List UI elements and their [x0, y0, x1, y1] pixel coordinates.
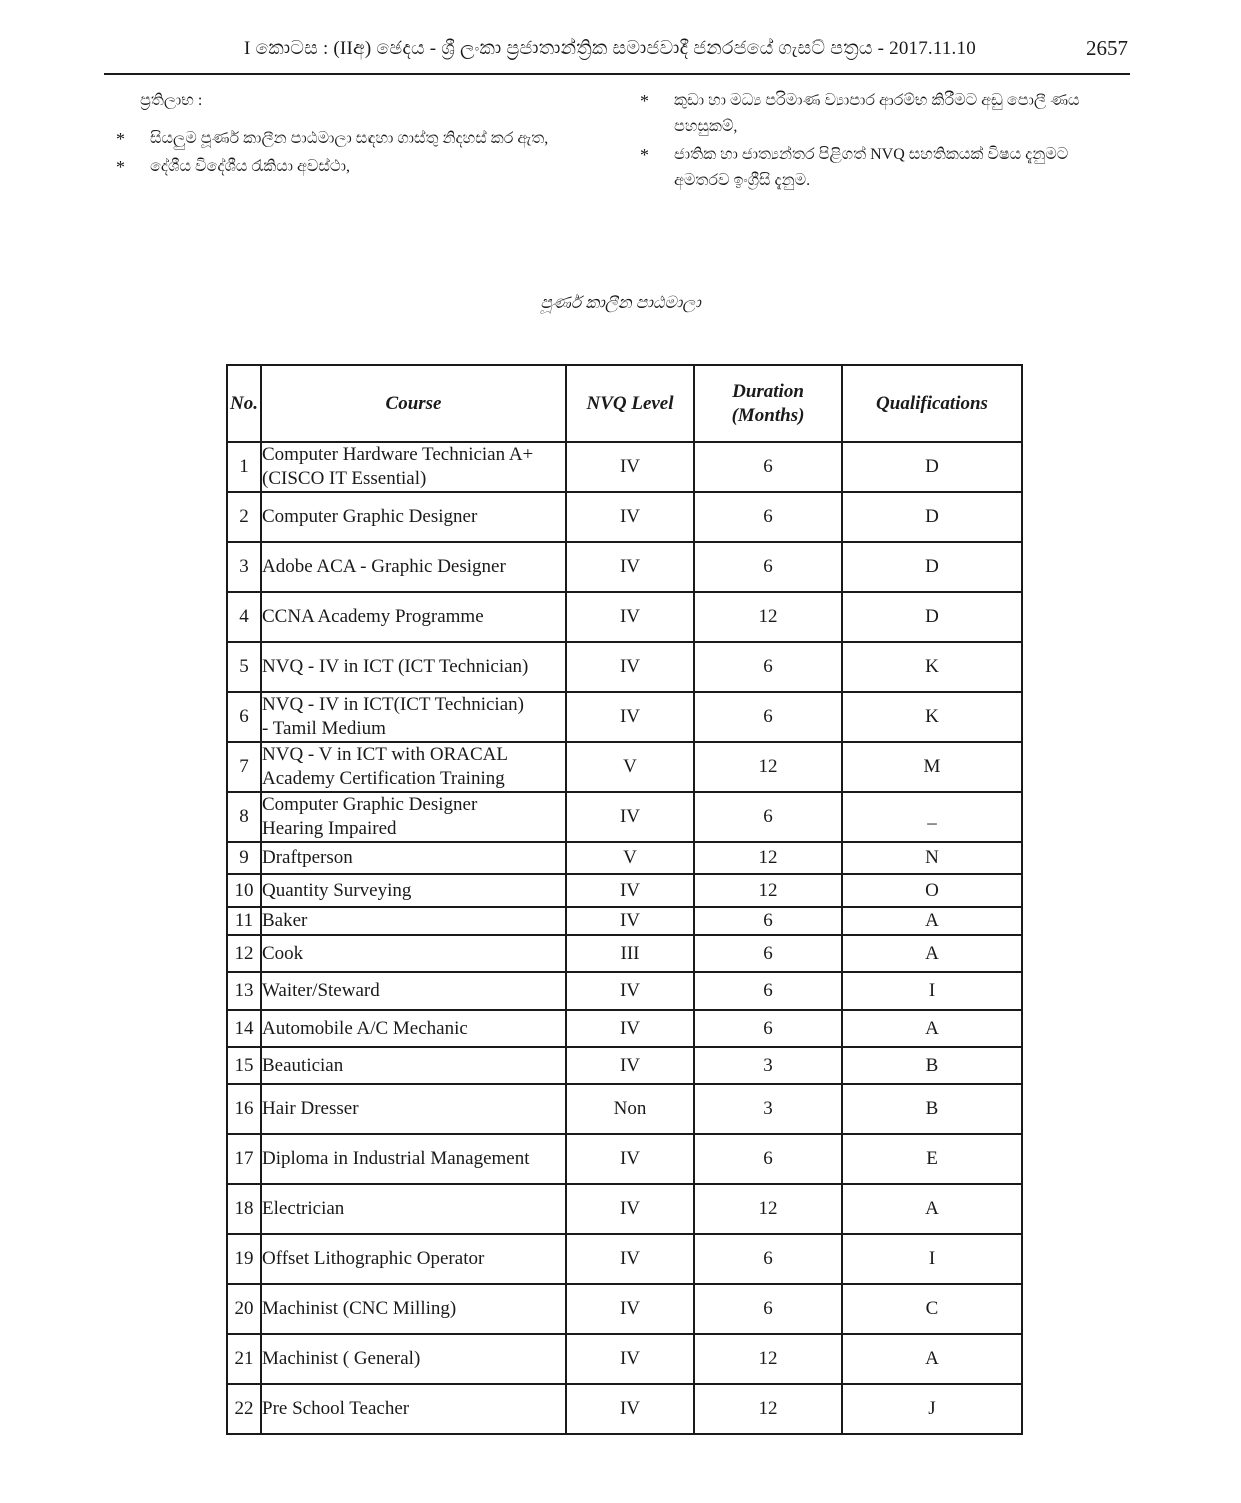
course-name-line: Draftperson — [262, 847, 353, 868]
course-name — [261, 1234, 566, 1284]
course-name — [261, 935, 566, 972]
table-row — [227, 972, 1022, 1010]
qualification-code: B — [842, 1047, 1022, 1084]
course-name — [261, 442, 566, 492]
course-name — [261, 1047, 566, 1084]
duration-months: 6 — [694, 907, 842, 935]
benefit-text: කුඩා හා මධ්‍ය පරිමාණ ව්‍යාපාර ආරම්භ කිරීමට අඩු පොලී ණය පහසුකම්, — [674, 92, 1080, 135]
column-header-course: Course — [261, 365, 566, 442]
qualification-code: A — [842, 1010, 1022, 1047]
benefits-left-column — [116, 88, 616, 182]
nvq-level: IV — [566, 1010, 694, 1047]
nvq-level: IV — [566, 592, 694, 642]
qualification-code: B — [842, 1084, 1022, 1134]
course-name — [261, 542, 566, 592]
row-number: 4 — [227, 592, 261, 642]
row-number: 18 — [227, 1184, 261, 1234]
table-row — [227, 874, 1022, 907]
table-row — [227, 442, 1022, 492]
duration-months: 6 — [694, 642, 842, 692]
duration-months: 6 — [694, 1134, 842, 1184]
course-name — [261, 1284, 566, 1334]
column-header-duration — [694, 365, 842, 442]
course-name-line: Computer Graphic Designer — [262, 506, 478, 527]
course-name-line: Offset Lithographic Operator — [262, 1248, 485, 1269]
bullet-star-icon: * — [116, 157, 125, 177]
course-name-line: Computer Hardware Technician A+ — [262, 444, 534, 465]
duration-months: 3 — [694, 1047, 842, 1084]
table-row — [227, 1184, 1022, 1234]
nvq-level: IV — [566, 1334, 694, 1384]
course-name-line: Quantity Surveying — [262, 879, 412, 901]
table-row — [227, 1084, 1022, 1134]
course-name-line: (CISCO IT Essential) — [262, 468, 427, 489]
qualification-code: A — [842, 907, 1022, 935]
course-name-line: Machinist (CNC Milling) — [262, 1298, 457, 1319]
table-row — [227, 592, 1022, 642]
nvq-level: IV — [566, 1134, 694, 1184]
course-name-line: Automobile A/C Mechanic — [262, 1017, 468, 1039]
duration-months: 12 — [694, 1184, 842, 1234]
row-number: 7 — [227, 742, 261, 792]
qualification-code: J — [842, 1384, 1022, 1434]
course-name — [261, 1184, 566, 1234]
course-name-line: Diploma in Industrial Management — [262, 1148, 530, 1169]
course-name-line: Hearing Impaired — [262, 818, 397, 839]
table-row — [227, 1334, 1022, 1384]
qualification-code: D — [842, 492, 1022, 542]
qualification-code: O — [842, 874, 1022, 907]
nvq-level: IV — [566, 492, 694, 542]
table-row — [227, 492, 1022, 542]
course-name-line: Academy Certification Training — [262, 768, 505, 789]
course-name-line: Pre School Teacher — [262, 1398, 410, 1419]
table-row — [227, 542, 1022, 592]
table-row — [227, 1234, 1022, 1284]
row-number: 12 — [227, 935, 261, 972]
course-name — [261, 1010, 566, 1047]
page-number: 2657 — [1086, 36, 1128, 60]
table-row — [227, 792, 1022, 842]
row-number: 19 — [227, 1234, 261, 1284]
nvq-level: IV — [566, 972, 694, 1010]
benefit-text: සියලුම පූර්ණ කාලීන පාඨමාලා සඳහා ගාස්තු නිදහස් කර ඇත, — [150, 130, 549, 147]
duration-months: 6 — [694, 1234, 842, 1284]
row-number: 8 — [227, 792, 261, 842]
table-row — [227, 692, 1022, 742]
qualification-code: I — [842, 972, 1022, 1010]
qualification-code: D — [842, 442, 1022, 492]
duration-months: 3 — [694, 1084, 842, 1134]
course-name — [261, 972, 566, 1010]
qualification-code: D — [842, 592, 1022, 642]
table-header-row — [227, 365, 1022, 442]
duration-header-line2: (Months) — [731, 404, 805, 426]
qualification-code: D — [842, 542, 1022, 592]
qualification-code: K — [842, 642, 1022, 692]
qualification-code: M — [842, 742, 1022, 792]
course-name-line: Hair Dresser — [262, 1098, 359, 1119]
duration-months: 6 — [694, 972, 842, 1010]
benefits-right-column — [640, 88, 1120, 196]
column-header-no: No. — [227, 365, 261, 442]
bullet-star-icon: * — [640, 145, 649, 165]
course-name-line: Waiter/Steward — [262, 980, 380, 1001]
qualification-code: N — [842, 842, 1022, 874]
course-name — [261, 592, 566, 642]
course-name-line: - Tamil Medium — [262, 718, 386, 739]
course-name — [261, 1134, 566, 1184]
qualification-code: A — [842, 1184, 1022, 1234]
course-name — [261, 792, 566, 842]
course-name-line: Baker — [262, 910, 308, 931]
table-row — [227, 642, 1022, 692]
row-number: 11 — [227, 907, 261, 935]
row-number: 1 — [227, 442, 261, 492]
nvq-level: IV — [566, 1047, 694, 1084]
duration-months: 6 — [694, 935, 842, 972]
duration-months: 12 — [694, 842, 842, 874]
course-name — [261, 692, 566, 742]
nvq-level: IV — [566, 692, 694, 742]
column-header-qualifications: Qualifications — [842, 365, 1022, 442]
section-title: පූර්ණ කාලීන පාඨමාලා — [540, 293, 701, 312]
course-name-line: NVQ - IV in ICT(ICT Technician) — [262, 694, 524, 715]
nvq-level: IV — [566, 642, 694, 692]
header-divider — [104, 73, 1130, 75]
nvq-level: IV — [566, 1384, 694, 1434]
course-name-line: Machinist ( General) — [262, 1348, 421, 1369]
duration-months: 12 — [694, 1334, 842, 1384]
row-number: 2 — [227, 492, 261, 542]
course-name-line: NVQ - V in ICT with ORACAL — [262, 744, 508, 765]
course-name-line: Cook — [262, 942, 304, 964]
duration-months: 12 — [694, 742, 842, 792]
row-number: 21 — [227, 1334, 261, 1384]
course-name — [261, 742, 566, 792]
duration-months: 12 — [694, 592, 842, 642]
nvq-level: V — [566, 842, 694, 874]
gazette-header — [104, 34, 1130, 74]
qualification-code: _ — [842, 792, 1022, 842]
course-name — [261, 1084, 566, 1134]
row-number: 17 — [227, 1134, 261, 1184]
benefit-text: ජාතික හා ජාත්‍යන්තර පිළිගත් NVQ සහතිකයක් විෂය දැනුමට අමතරව ඉංග්‍රීසි දැනුම. — [674, 146, 1069, 189]
course-name — [261, 907, 566, 935]
row-number: 15 — [227, 1047, 261, 1084]
nvq-level: IV — [566, 792, 694, 842]
row-number: 6 — [227, 692, 261, 742]
courses-table — [226, 364, 1023, 1435]
course-name — [261, 842, 566, 874]
nvq-level: IV — [566, 1184, 694, 1234]
row-number: 5 — [227, 642, 261, 692]
duration-months: 12 — [694, 1384, 842, 1434]
bullet-star-icon: * — [640, 91, 649, 111]
table-row — [227, 935, 1022, 972]
nvq-level: IV — [566, 874, 694, 907]
course-name-line: Beautician — [262, 1054, 344, 1076]
course-name — [261, 1334, 566, 1384]
duration-months: 6 — [694, 492, 842, 542]
duration-months: 12 — [694, 874, 842, 907]
course-name-line: NVQ - IV in ICT (ICT Technician) — [262, 656, 529, 677]
nvq-level: V — [566, 742, 694, 792]
table-row — [227, 1010, 1022, 1047]
table-row — [227, 1134, 1022, 1184]
row-number: 22 — [227, 1384, 261, 1434]
nvq-level: III — [566, 935, 694, 972]
benefit-item — [640, 88, 1120, 140]
qualification-code: E — [842, 1134, 1022, 1184]
column-header-nvq-level: NVQ Level — [566, 365, 694, 442]
nvq-level: IV — [566, 1234, 694, 1284]
row-number: 16 — [227, 1084, 261, 1134]
table-row — [227, 742, 1022, 792]
benefit-item — [116, 126, 616, 152]
table-row — [227, 1047, 1022, 1084]
row-number: 20 — [227, 1284, 261, 1334]
duration-months: 6 — [694, 542, 842, 592]
qualification-code: A — [842, 935, 1022, 972]
benefit-item — [116, 154, 616, 180]
nvq-level: IV — [566, 542, 694, 592]
course-name — [261, 1384, 566, 1434]
qualification-code: A — [842, 1334, 1022, 1384]
row-number: 9 — [227, 842, 261, 874]
nvq-level: Non — [566, 1084, 694, 1134]
duration-header-line1: Duration — [732, 380, 804, 402]
table-row — [227, 907, 1022, 935]
benefits-label: ප්‍රතිලාභ : — [140, 92, 203, 109]
course-name — [261, 492, 566, 542]
nvq-level: IV — [566, 1284, 694, 1334]
course-name-line: Electrician — [262, 1198, 345, 1219]
row-number: 14 — [227, 1010, 261, 1047]
course-name-line: Adobe ACA - Graphic Designer — [262, 556, 506, 577]
table-row — [227, 1384, 1022, 1434]
duration-months: 6 — [694, 1010, 842, 1047]
qualification-code: C — [842, 1284, 1022, 1334]
row-number: 13 — [227, 972, 261, 1010]
course-name — [261, 642, 566, 692]
nvq-level: IV — [566, 907, 694, 935]
qualification-code: I — [842, 1234, 1022, 1284]
bullet-star-icon: * — [116, 129, 125, 149]
course-name-line: Computer Graphic Designer — [262, 794, 478, 815]
row-number: 3 — [227, 542, 261, 592]
course-name — [261, 874, 566, 907]
benefit-text: දේශීය විදේශීය රැකියා අවස්ථා, — [150, 158, 350, 175]
table-row — [227, 842, 1022, 874]
course-rows — [227, 442, 1022, 1434]
benefit-item — [640, 142, 1120, 194]
duration-months: 6 — [694, 792, 842, 842]
course-name-line: CCNA Academy Programme — [262, 606, 484, 627]
row-number: 10 — [227, 874, 261, 907]
duration-months: 6 — [694, 442, 842, 492]
gazette-header-title: I කොටස : (IIඅ) ඡෙදය - ශ්‍රී ලංකා ප්‍රජාතාන්ත්‍රික සමාජවාදී ජනරජයේ ගැසට් පත්‍රය - 2017.11.10 — [244, 38, 976, 59]
table-row — [227, 1284, 1022, 1334]
duration-months: 6 — [694, 1284, 842, 1334]
nvq-level: IV — [566, 442, 694, 492]
duration-months: 6 — [694, 692, 842, 742]
qualification-code: K — [842, 692, 1022, 742]
